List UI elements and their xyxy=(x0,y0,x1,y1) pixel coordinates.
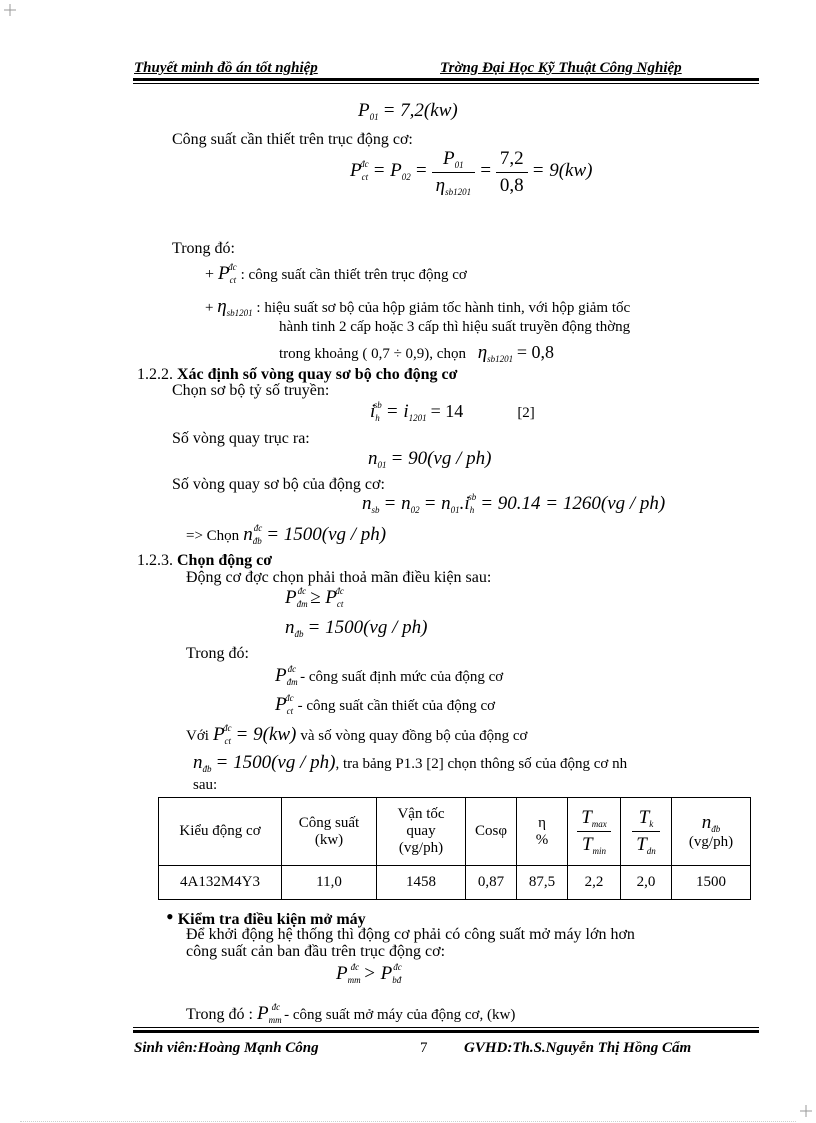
def2-line2: hành tinh 2 cấp hoặc 3 cấp thì hiệu suất truyền động thờng xyxy=(279,319,631,335)
text-dk: Động cơ đợc chọn phải thoả mãn điều kiện sau: xyxy=(186,569,492,586)
th-kieu: Kiểu động cơ xyxy=(159,798,282,866)
cell-ndb: 1500 xyxy=(672,866,751,900)
def2-line3: trong khoảng ( 0,7 ÷ 0,9), chọn $\eta_{sb1201} = 0,8$ xyxy=(279,342,555,364)
text-cs-can-thiet: Công suất cần thiết trên trục động cơ: xyxy=(172,131,413,148)
trong-do-1: Trong đó: xyxy=(172,240,235,257)
section-1-2-2: 1.2.2. Xác định số vòng quay sơ bộ cho động cơ xyxy=(137,366,458,383)
eq-cond1: $P_{đm}^{đc} \ge P_{ct}^{đc}$ xyxy=(285,586,344,609)
motor-spec-table xyxy=(158,797,751,900)
th-tk-tdn: $\frac{T_k}{T_{dn}}$ xyxy=(621,798,672,866)
footer-left: Sinh viên:Hoàng Mạnh Công xyxy=(134,1040,319,1056)
def2-line1: + $\eta_{sb1201}$ : hiệu suất sơ bộ của hộp giảm tốc hành tinh, với hộp giảm tốc xyxy=(205,296,631,318)
cell-cos: 0,87 xyxy=(466,866,517,900)
cell-eta: 87,5 xyxy=(517,866,568,900)
th-ndb: $n_{đb}$ (vg/ph) xyxy=(672,798,751,866)
ndb-line: $n_{đb} = 1500(vg / ph)$, tra bảng P1.3 [2] chọn thông số của động cơ nh xyxy=(193,752,628,774)
table-header-row xyxy=(159,798,751,866)
crop-mark-top-left xyxy=(4,4,16,16)
trong-do-2: Trong đó: xyxy=(186,645,249,662)
eq-n01: $n_{01} = 90(vg / ph)$ xyxy=(368,448,492,470)
crop-mark-bottom-right xyxy=(800,1105,812,1117)
text-chon-ty-so: Chọn sơ bộ tỷ số truyền: xyxy=(172,382,330,399)
cell-kieu: 4A132M4Y3 xyxy=(159,866,282,900)
th-cos: Cosφ xyxy=(466,798,517,866)
footer-right: GVHD:Th.S.Nguyễn Thị Hồng Cẩm xyxy=(464,1040,692,1056)
kiem-tra-line1: Để khởi động hệ thống thì động cơ phải có công suất mở máy lớn hơn xyxy=(186,926,635,943)
page-edge-dotted xyxy=(20,1121,796,1122)
text-so-vong-sobo: Số vòng quay sơ bộ của động cơ: xyxy=(172,476,385,493)
th-van-toc: Vận tốc quay (vg/ph) xyxy=(377,798,466,866)
eq-mm-bd: $P_{mm}^{đc} > P_{bđ}^{đc}$ xyxy=(336,962,402,985)
header-rule-thin xyxy=(133,83,759,84)
eq-pct: $P_{ct}^{đc} = P_{02}$ = $\frac{P_{01}}{\eta_{sb1201}}$ = $\frac{7,2}{0,8}$ = 9(kw) xyxy=(350,148,593,197)
def1: + $P_{ct}^{đc}$ : công suất cần thiết trên trục động cơ xyxy=(205,262,467,285)
bullet-icon: • xyxy=(166,904,174,929)
cell-van-toc: 1458 xyxy=(377,866,466,900)
kiem-tra-heading: • Kiểm tra điều kiện mở máy xyxy=(166,904,366,929)
th-eta: η % xyxy=(517,798,568,866)
header-left: Thuyết minh đồ án tốt nghiệp xyxy=(134,60,318,76)
text-so-vong-ra: Số vòng quay trục ra: xyxy=(172,430,310,447)
header-rule-thick xyxy=(133,78,759,81)
cell-tk-tdn: 2,0 xyxy=(621,866,672,900)
footer-page-number: 7 xyxy=(420,1040,428,1056)
header-right: Trờng Đại Học Kỹ Thuật Công Nghiệp xyxy=(440,60,682,76)
section-1-2-3: 1.2.3. Chọn động cơ xyxy=(137,552,273,569)
voi-line: Với $P_{ct}^{đc} = 9(kw)$ và số vòng quay đồng bộ của động cơ xyxy=(186,723,528,746)
chon-line: => Chọn $n_{đb}^{đc} = 1500(vg / ph)$ xyxy=(186,523,387,546)
eq-i: $i_h^{sb} = i_{1201} = 14$ [2] xyxy=(370,400,535,423)
eq-cond2: $n_{đb} = 1500(vg / ph)$ xyxy=(285,617,428,639)
cell-tmax-tmin: 2,2 xyxy=(568,866,621,900)
th-cong-suat: Công suất (kw) xyxy=(282,798,377,866)
table-row xyxy=(159,866,751,900)
cell-cong-suat: 11,0 xyxy=(282,866,377,900)
def5: Trong đó : $P_{mm}^{đc}$ - công suất mở máy của động cơ, (kw) xyxy=(186,1002,516,1025)
th-tmax-tmin: $\frac{T_{max}}{T_{min}}$ xyxy=(568,798,621,866)
sau-text: sau: xyxy=(193,777,218,793)
footer-rule-thick xyxy=(133,1030,759,1033)
eq-nsb: $n_{sb} = n_{02} = n_{01}.i_h^{sb} = 90.14 = 1260(vg / ph)$ xyxy=(362,492,666,515)
def3: $P_{đm}^{đc}$ - công suất định mức của động cơ xyxy=(275,664,504,687)
kiem-tra-line2: công suất cản ban đầu trên trục động cơ: xyxy=(186,943,446,960)
footer-rule-thin xyxy=(133,1027,759,1028)
def4: $P_{ct}^{đc}$ - công suất cần thiết của động cơ xyxy=(275,693,496,716)
eq-p01: $P_{01} = 7,2(kw)$ xyxy=(358,100,458,122)
